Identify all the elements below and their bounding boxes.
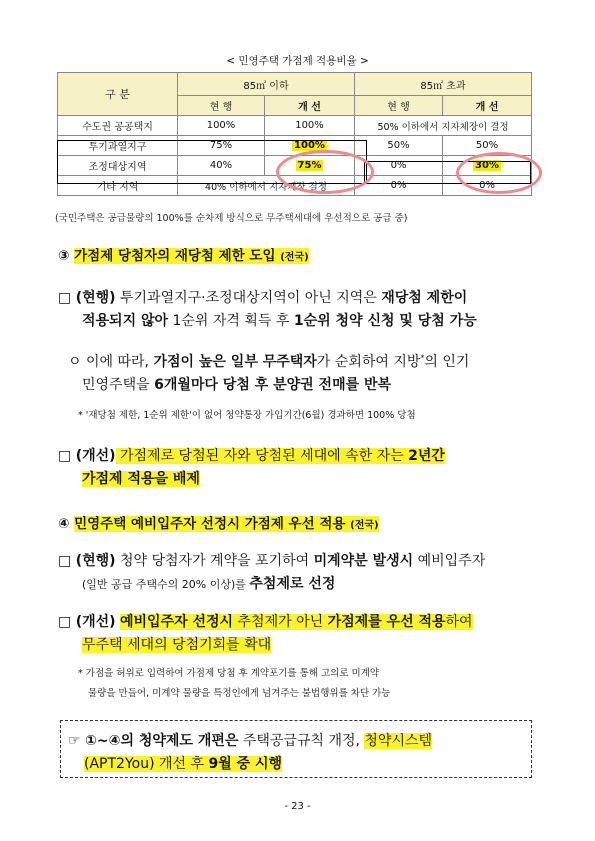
header-gubun: 구 분	[58, 73, 178, 116]
current-rule-1-cont	[82, 310, 477, 330]
section-scope: (전국)	[350, 520, 379, 531]
tag: (개선)	[75, 614, 116, 630]
section-scope: (전국)	[280, 252, 309, 263]
section-title: 민영주택 예비입주자 선정시 가점제 우선 적용	[74, 516, 346, 532]
highlight	[116, 448, 445, 464]
table-row	[58, 116, 532, 136]
text: 민영주택을	[82, 377, 155, 393]
bold-text: 예비입주자 선정시	[120, 614, 234, 630]
current-rule-2	[58, 550, 485, 570]
cell: 0%	[355, 176, 443, 196]
checkbox-glyph: □	[58, 553, 72, 569]
tag: (현행)	[75, 290, 116, 306]
text: 가점제로 당첨된 자와 당첨된 세대에 속한 자는	[115, 448, 409, 464]
bold-text: 추첨제로 선정	[249, 576, 336, 592]
cell: 100%	[265, 116, 355, 136]
tag: (현행)	[75, 553, 116, 569]
cell: 50%	[355, 136, 443, 156]
cell: 50%	[443, 136, 532, 156]
bold-text: 1순위 청약 신청 및 당첨 가능	[293, 313, 477, 329]
section-title-highlight	[74, 248, 309, 264]
section-4-heading	[58, 512, 379, 532]
cell: 100%	[178, 116, 265, 136]
cell-merged: 50% 이하에서 지자체장이 결정	[355, 116, 532, 136]
text: 청약 당첨자가 계약을 포기하여	[115, 553, 314, 569]
section-3-heading	[58, 244, 309, 264]
bold-text: 9월 중 시행	[208, 756, 283, 772]
row-label: 기타 지역	[58, 176, 178, 196]
highlighted-value: 30%	[475, 160, 499, 171]
checkbox-glyph: □	[58, 290, 72, 306]
summary-line-1	[68, 730, 432, 750]
improvement-2-cont	[82, 634, 271, 654]
bold-text: ①~④의 청약제도 개편은	[85, 733, 239, 749]
bullet: ㅇ	[68, 354, 82, 370]
improvement-2	[58, 611, 473, 631]
circle-mark	[456, 152, 542, 194]
highlighted-value: 100%	[294, 140, 325, 151]
bold-text: 가점제 적용을 배제	[82, 471, 200, 487]
circle-mark	[276, 150, 374, 194]
row-label: 투기과열지구	[58, 136, 178, 156]
row-label: 조정대상지역	[58, 156, 178, 176]
header-85-under: 85㎡ 이하	[178, 73, 355, 96]
text: 1순위 자격 획득 후	[168, 313, 294, 329]
highlight	[84, 756, 282, 772]
bold-text: 가점이 높은 일부 무주택자	[153, 354, 317, 370]
section-title-highlight	[74, 516, 378, 532]
text: 의 인기	[424, 354, 470, 370]
summary-line-2	[84, 753, 282, 773]
improvement-1	[58, 445, 445, 465]
highlight: 청약시스템	[364, 733, 433, 749]
checkbox-glyph: □	[58, 614, 72, 630]
text: 예비입주자	[413, 553, 486, 569]
footnote-2-line2: 물량을 만들어, 미계약 물량을 특정인에게 넘겨주는 불법행위를 차단 가능	[88, 688, 391, 699]
cell: 0%	[443, 176, 532, 196]
header-85-over: 85㎡ 초과	[355, 73, 532, 96]
table-caption: < 민영주택 가점제 적용비율 >	[226, 55, 369, 67]
sub-improved: 개 선	[265, 96, 355, 116]
text: 이에 따라,	[81, 354, 154, 370]
footnote-mark: *	[420, 353, 425, 363]
text: 무주택 세대의 당첨기회를 확대	[82, 637, 272, 653]
cell: 0%	[355, 156, 443, 176]
cell: 75%	[178, 136, 265, 156]
checkbox-glyph: □	[58, 448, 72, 464]
highlight	[120, 614, 473, 630]
text: 추첨제가 아닌	[233, 614, 328, 630]
cell: 40%	[178, 156, 265, 176]
sub-point-1-cont	[82, 374, 391, 394]
page-number: - 23 -	[284, 801, 311, 812]
section-number: ③	[58, 248, 70, 264]
pointing-hand-icon: ☞	[68, 733, 81, 749]
current-rule-1	[58, 287, 467, 307]
tag: (개선)	[75, 448, 116, 464]
text: (일반 공급 주택수의 20% 이상)를	[82, 578, 250, 591]
current-rule-2-cont	[82, 573, 335, 593]
cell-merged: 40% 이하에서 지자체장 결정	[178, 176, 355, 196]
bold-text: 적용되지 않아	[82, 313, 169, 329]
sub-improved: 개 선	[443, 96, 532, 116]
text: 투기과열지구·조정대상지역이 아닌 지역은	[115, 290, 382, 306]
bold-text: 6개월마다 당첨 후 분양권 전매를 반복	[154, 377, 392, 393]
text: (APT2You) 개선 후	[84, 756, 209, 772]
table-note: (국민주택은 공급물량의 100%를 순차제 방식으로 무주택세대에 우선적으로 공급 중)	[55, 213, 408, 224]
text: 가 순회하여 지방	[316, 354, 421, 370]
bold-text: 미계약분 발생시	[313, 553, 414, 569]
improvement-1-cont	[82, 468, 200, 488]
section-title: 가점제 당첨자의 재당첨 제한 도입	[74, 248, 276, 264]
section-number: ④	[58, 516, 70, 532]
sub-current: 현 행	[178, 96, 265, 116]
row-label: 수도권 공공택지	[58, 116, 178, 136]
text: 주택공급규칙 개정,	[238, 733, 365, 749]
footnote-2-line1: * 가점을 허위로 입력하여 가점제 당첨 후 계약포기를 통해 고의로 미계약	[78, 668, 380, 679]
sub-current: 현 행	[355, 96, 443, 116]
bold-text: 재당첨 제한이	[381, 290, 468, 306]
sub-point-1	[68, 351, 469, 371]
highlighted-value: 75%	[297, 160, 322, 171]
text: 하여	[445, 614, 473, 630]
bold-text: 2년간	[408, 448, 445, 464]
footnote-1: * '재당첨 제한, 1순위 제한'이 없어 청약통장 가입기간(6월) 경과하면 100% 당첨	[78, 410, 416, 421]
bold-text: 가점제를 우선 적용	[327, 614, 446, 630]
